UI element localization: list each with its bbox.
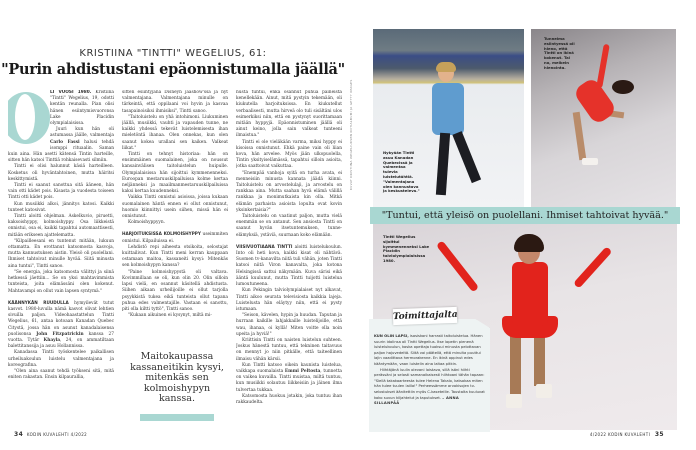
page-number: 35 [654, 431, 664, 438]
left-page [0, 0, 346, 450]
folio-right [590, 431, 666, 438]
figure-leg [510, 336, 521, 396]
pull-quote-accent-bar [140, 414, 214, 421]
figure-dress [512, 262, 548, 326]
subhead: KÄÄNNYKÄN RUUDULLA [8, 299, 69, 305]
paragraph: "Paine kolmoishypystä oli valtava. Kovimmillaan se oli, kun olin 20. Olin silloin lapsi vielä, en osannut käsitellä ahdistusta. Siihen aikaan urheilijoille ei ollut tarjolla psyykkistä tukea eikä tunteista ollut tapana puhua edes valmentajille. Vastaan ei sanottu, piti olla kiltti tyttö", Tintti sanoo. [122, 269, 228, 312]
paragraph: "Se energia, joka katsomosta välittyi ja siinä hetkessä jäettiin... Se on yksi mahtavimmista tunteista, joita elämässäni olen kokenut. Mahtavampi on ollut vain lapsen syntymä." [8, 269, 114, 294]
paragraph: Tintti ei ole vieläkään varma, miksi hyppy ei kisoissa onnistunut. Ehkä paine vain oli liian kova, hän arvelee. Myös jään ulkopuolella, Tintin yksityiselämässä, tapahtui silloin asioita, jotka saattoivat vaikuttaa. [236, 139, 342, 170]
author-signature: – ANNA SILLANPÄÄ [374, 395, 460, 406]
page-number: 34 [14, 431, 24, 438]
subhead: VIISIVUOTIAANA TINTTI [236, 243, 293, 249]
paragraph: Kolmoishyppyyn. [128, 220, 165, 226]
paragraph: Lehdistö repi aiheesta otsikoita, selostajat kuittailivat. Kun Tintti meni kerran kauppaan ostamaan maitoa, kassaneiti kysyi: Mitenkäs sen kolmoishypyn kanssa? [122, 244, 228, 269]
text-column-1: LI VUOSI 1980. Kristiina "Tintti" Wegelius, 19, odotti kentän reunalla. Pian olisi hänen esiintymisvuoronsa Lake Placidin olympialaisissa. Juuri kun hän oli astumassa jäälle, valmentaja Carlo Fassi halusi tehdä isomppi rituaalin. Saman kuin aina. Hän asetti kätensä Tintin harteille, sitten hän katsoi Tinttiä rohkaisevasti silmiin. Tintti ei olisi halunnut käsiä harteilleen. Kosketus oli hyväntahtoinen, mutta häiritsi keskittymistä. Tintti ei saanut sanottua sitä ääneen, hän vain otti kädet pois. Kisasta ja vuodesta toiseen Tintti otti kädet pois. Kun musiikki alkoi, jännitys katosi. Kaikki tunteet katosivat. Tintti aloitti ohjelman. Askelkuvio, piruetti, kaksoishyppy, kolmoishyppy. Osa liikkeistä onnistui, osa ei, kaikki tapahtui automaattisesti, mitään erikseen ajattelematta. "Kilpailleesani en tuntenut mitään, lukuun ottamatta. En erottanut katsomosta kasvoja, mutta kannustuksen aistin. Yleisö oli puolellani. Ihmiset tahtoivat minulle hyvää. Siitä minusta aina tuntui", Tintti sanoo. "Se energia, joka katsomosta välittyi ja siinä hetkessä jäettiin... Se on yksi mahtavimmista tunteista, joita elämässäni olen kokenut. Mahtavampi on ollut vain lapsen syntymä." KÄÄNNYKÄN RUUDULLA hymyilevät tutut kasvot. 1980-luvulla nämä kasvot olivat lehtien sivuilla paljon. Videohaastattelun Tintti Wegelius, 61, antaa kotoaan Kanadan Quebec Citystä, jossa hän on asunut kanadalaisensa puolisonsa John Fitzpatrickin kanssa 27 vuotta. Tytär Khayla, 24, on ammatiltaan balettitanssija ja asuu Hollannissa. Kanadassa Tintti työskentelee paikallisen urheiluakoulun luistelu valmentajana ja koreografina. "Olen aina saanut tehdä työkseni sitä, mitä eniten rakastan. Ensin kilpaurallia, [8, 90, 114, 420]
paragraph: "Enempää vanhoja syitä on turha avata, ei menneisiin minusta kannata jäädä kiinni. Taitoluistelu on arvostelulaji, ja arvostelu on rankkaa aina. Mutta saahan hyvä elämä välillä rankkaa ja monimutkaista kin olla. Mitkä elämän parhaista asioista lopulta ovat kovin yksinkertaisia?" [236, 170, 342, 213]
text-column-3: nusta tuntui, enkä osannut puhua paineista kenellekään. Ainut, mitä pystyin tekemään, oli kiukutella harjoituksissa. En kiukutellut verbaalisesti, mutta hirveä olo tuli sisältäni ulos esimerkiksi niin, että en pystynyt suorittamaan mitään hyppyjä. Epäonnistuminen jäällä oli ainut keino, jolla sain valkeat tunteeni ilmaistua." Tintti ei ole vieläkään varma, miksi hyppy ei kisoissa onnistunut. Ehkä paine vain oli liian kova, hän arvelee. Myös jään ulkopuolella, Tintin yksityiselämässä, tapahtui silloin asioita, jotka saattoivat vaikuttaa. "Enempää vanhoja syitä on turha avata, ei menneisiin minusta kannata jäädä kiinni. Taitoluistelu on arvostelulaji, ja arvostelu on rankkaa aina. Mutta saahan hyvä elämä välillä rankkaa ja monimutkaista kin olla. Mitkä elämän parhaista asioista lopulta ovat kovin yksinkertaisia?" Taitoluistelu on vaatinut paljon, mutta vielä enemmän se on antanut. Sen ansiosta Tintti on saanut hyvän itsetuntemuksen, tunne-elämyksiä, ystäviä, suurnaan koko elämään. VIISIVUOTIAANA TINTTI aloitti luistelukoulun. Into oli heti kova, kaikki kisat oli nähtävä. Suomen tv-kanavilta niitä tuli vähän, joten Tintti katsoi niitä Viron kanavalta, joka kotona Helsingissä sattui näkymään. Kuva särisi eikä ääntä kuulunut, mutta Tintti tuijotti luistelua lumoutuneena. Kun Pekingin talviolympialaiset nyt alkavat, Tintti aikoo seurata televisiosta kaikkia lajeja. Luistelusta hän eläytyy niin, että ei pysty istumaan. "Seison, kävelen, hypin ja huudan. Taputan ja hurraan kaikille lahjakkaille luistelijoille, että wau, ihanaa, oi kyllä! Miten voitte olla noin upeita ja hyviä!" Kriittisin Tintti on naisten luistelun suhteen. Joskus hänestä tuntuu, että tekninen taitavuus on mennyt jo niin pitkälle, että taiteellinen ilmaisu vähän kärsii. Kun Tintti katsoo oikein kaunista luistelua, vaikkapa suomalaista Emmi Peltosta, tunnetta on vaikea kuvailla. Tintti muistaa, miltä tuntuu, kun musiikki solautuu liikkeisiin ja jäinen ilma tulvertaa tukkaa. Katsomosta huokuu jotakin, joka tuntuu ihan rakkaudelta. [236, 90, 342, 405]
figure-leg [534, 336, 545, 386]
pull-quote: Maitokaupassa kassaneitikin kysyi, mitenkäs sen kolmoishypyn kanssa. [128, 352, 226, 405]
paragraph: "Taitoluistelu on yhä intohimoni. Liukuminen jäällä, musiikki, vauhti ja vapauden tunne, ne kaikki yhdessä tekevät luistelemisesta ihan mieletöntä ihanaa. Olen onnekas, kun olen saanut kokea urallani sen kaiken. Valkeat liikat." [122, 114, 228, 151]
paragraph: Taitoluistelu on vaatinut paljon, mutta vielä enemmän se on antanut. Sen ansiosta Tintti on saanut hyvän itsetuntemuksen, tunne-elämyksiä, ystäviä, suurnaan koko elämään. [236, 214, 342, 238]
paragraph: Katsomosta huokuu jotakin, joka tuntuu ihan rakkaudelta. [236, 393, 342, 405]
paragraph: Kriittisin Tintti on naisten luistelun suhteen. Joskus hänestä tuntuu, että tekninen taitavuus on mennyt jo niin pitkälle, että taiteellinen ilmaisu vähän kärsii. [236, 337, 342, 362]
paragraph: Vaikka Tintti onnistui asioissa, joissa kukaan suomalainen häntä ennen ei ollut onnistunut, huomio kiinnittyi usein siihen, missä hän ei onnistunut. [122, 195, 228, 220]
paragraph: sitten esiintyjänä Disneyn jääshow'ssa ja nyt valmentajana. Valmentajana minulle on tärkeintä, että oppilaani voi hyvin ja kasvaa tasapainoisiksi ihmisiksi", Tintti sanoo. [122, 90, 228, 114]
figure-jacket [432, 83, 464, 135]
paragraph: Kanadassa Tintti työskentelee paikallisen urheiluakoulun luistelu valmentajana ja koreografina. [8, 350, 114, 368]
paragraph: "Seison, kävelen, hypin ja huudan. Taputan ja hurraan kaikille lahjakkaille luistelijoille, että wau, ihanaa, oi kyllä! Miten voitte olla noin upeita ja hyviä!" [236, 313, 342, 337]
text-column-2: sitten esiintyjänä Disneyn jääshow'ssa ja nyt valmentajana. Valmentajana minulle on tärkeintä, että oppilaani voi hyvin ja kasvaa tasapainoisiksi ihmisiksi", Tintti sanoo. "Taitoluistelu on yhä intohimoni. Liukuminen jäällä, musiikki, vauhti ja vapauden tunne, ne kaikki yhdessä tekevät luistelemisesta ihan mieletöntä ihanaa. Olen onnekas, kun olen saanut kokea urallani sen kaiken. Valkeat liikat." Tintti on tehnyt historiaa: hän on ensimmäinen suomalainen, joka on noussut kansainvälisen taitoluistelun huipulle. Olympialaisissa hän sijoittui kymmenenneksi. Euroopan mestaruuskilpailuissa kolme kertaa neljänneksi ja maailmanmestaruuskilpailuissa kaksi kertaa kuudenneksi. Vaikka Tintti onnistui asioissa, joissa kukaan suomalainen häntä ennen ei ollut onnistunut, huomio kiinnittyi usein siihen, missä hän ei onnistunut. Kolmoishyppyyn. HARJOITUKSISSA KOLMOISHYPPY useimmiten onnistui. Kilpailuissa ei. Lehdistö repi aiheesta otsikoita, selostajat kuittailivat. Kun Tintti meni kerran kauppaan ostamaan maitoa, kassaneiti kysyi: Mitenkäs sen kolmoishypyn kanssa? "Paine kolmoishypystä oli valtava. Kovimmillaan se oli, kun olin 20. Olin silloin lapsi vielä, en osannut käsitellä ahdistusta. Siihen aikaan urheilijoille ei ollut tarjolla psyykkistä tukea eikä tunteista ollut tapana puhua edes valmentajille. Vastaan ei sanottu, piti olla kiltti tyttö", Tintti sanoo. "Kukaan aikuinen ei kysynyt, miltä mi- [122, 90, 228, 319]
photo-caption-2: Tunnelma esiintyessä oli hieno, että Tintti on ikinä kokenut. Tai no, melkein hienointa. [544, 36, 575, 70]
quote-banner: "Tuntui, että yleisö on puolellani. Ihmiset tahtoivat hyvää." [370, 207, 680, 224]
photo-caption-3: Tintti Wegelius sijoittui kymmenenneksi Lake Placidin talviolympialaisissa 1980. [383, 234, 430, 263]
paragraph: "Kukaan aikuinen ei kysynyt, miltä mi- [128, 313, 212, 319]
paragraph: Tintti aloitti ohjelman. Askelkuvio, piruetti, kaksoishyppy, kolmoishyppy. Osa liikkeistä onnistui, osa ei, kaikki tapahtui automaattisesti, mitään erikseen ajattelematta. [8, 214, 114, 238]
figure-skate [536, 384, 552, 398]
paragraph: Tintti ei olisi halunnut käsiä harteilleen. Kosketus oli hyväntahtoinen, mutta häiritsi keskittymistä. [8, 164, 114, 182]
lead-in: LI VUOSI 1980. [50, 90, 92, 95]
paragraph: Kun musiikki alkoi, jännitys katosi. Kaikki tunteet katosivat. [8, 201, 114, 213]
coach-name: Carlo Fassi [50, 139, 80, 145]
article-headline: "Purin ahdistustani epäonnistumalla jäällä" [1, 61, 345, 78]
editor-note-title: Toimittajalta [393, 307, 458, 325]
figure-hair [436, 62, 456, 72]
magazine-issue: KODIN KUVALEHTI 4/2022 [26, 432, 88, 437]
paragraph: nusta tuntui, enkä osannut puhua paineista kenellekään. Ainut, mitä pystyin tekemään, oli kiukutella harjoituksissa. En kiukutellut verbaalisesti, mutta hirveä olo tuli sisältäni ulos esimerkiksi niin, että en pystynyt suorittamaan mitään hyppyjä. Epäonnistuminen jäällä oli ainut keino, jolla sain valkeat tunteeni ilmaistua." [236, 90, 342, 139]
paragraph: Tintti on tehnyt historiaa: hän on ensimmäinen suomalainen, joka on noussut kansainvälisen taitoluistelun huipulle. Olympialaisissa hän sijoittui kymmenenneksi. Euroopan mestaruuskilpailuissa kolme kertaa neljänneksi ja maailmanmestaruuskilpailuissa kaksi kertaa kuudenneksi. [122, 152, 228, 195]
article-kicker: KRISTIINA "TINTTI" WEGELIUS, 61: [79, 48, 267, 59]
photo-credit: KUVAT KRISTIINA WEGELIUKSEN KOTIALBUMI JA GETTY IMAGES [349, 79, 353, 190]
dropcap-o [8, 90, 46, 150]
paragraph: Kun Pekingin talviolympialaiset nyt alkavat, Tintti aikoo seurata televisiosta kaikkia lajeja. Luistelusta hän eläytyy niin, että ei pysty istumaan. [236, 288, 342, 312]
folio-left [14, 431, 87, 438]
magazine-issue: 4/2022 KODIN KUVALEHTI [589, 432, 651, 437]
figure-skate [582, 158, 598, 165]
subhead: HARJOITUKSISSA KOLMOISHYPPY [122, 231, 201, 237]
paragraph: Tintti ei saanut sanottua sitä ääneen, hän vain otti kädet pois. Kisasta ja vuodesta toiseen Tintti otti kädet pois. [8, 183, 114, 201]
figure-hair [612, 80, 634, 94]
paragraph: "Kilpailleesani en tuntenut mitään, lukuun ottamatta. En erottanut katsomosta kasvoja, mutta kannustuksen aistin. Yleisö oli puolellani. Ihmiset tahtoivat minulle hyvää. Siitä minusta aina tuntui", Tintti sanoo. [8, 238, 114, 269]
photo-caption-1: Nykyään Tintti asuu Kanadan Quebecissä ja valmentaa tulevia luistelutähtiä. "Valmentajana olen kannustava ja keskusteleva." [383, 150, 420, 194]
paragraph: "Olen aina saanut tehdä työkseni sitä, mitä eniten rakastan. Ensin kilpaurallia, [8, 368, 114, 381]
editor-note-text: KUN OLIN LAPSI, isosiskoni harrasti taitoluistelua. Hänen suurin idolinsa oli Tintti Wegelius. Itse lopetin pienenä luistelukoulun, koska opettaja tuoksui minusta pelottavan paljon hajuvedeltä. Siitä voi päätellä, että minulta puuttui lajin vaadittava hermorakenne. En ikinä oppinut edes kääntymään, vaan luistelin aina laitaa pitkin. Hiihtäjänä luulin olevani loistava, sillä isäni hiihti perässäni ja selosti samanaikaisesti hiihtoani tähän tapaan: "Siellä takakaarteesta tulee Helena Takalo, katsokaa miten hän tulee tuulen lailla!" Perheessämme arvokisojen tv-selostukset äänitettiin myös C-kaseteille. Taustalta kuuluvat koko suvun kiljahtelut ja taputukset. – ANNA SILLANPÄÄ [374, 334, 485, 406]
figure-skate [506, 394, 522, 408]
